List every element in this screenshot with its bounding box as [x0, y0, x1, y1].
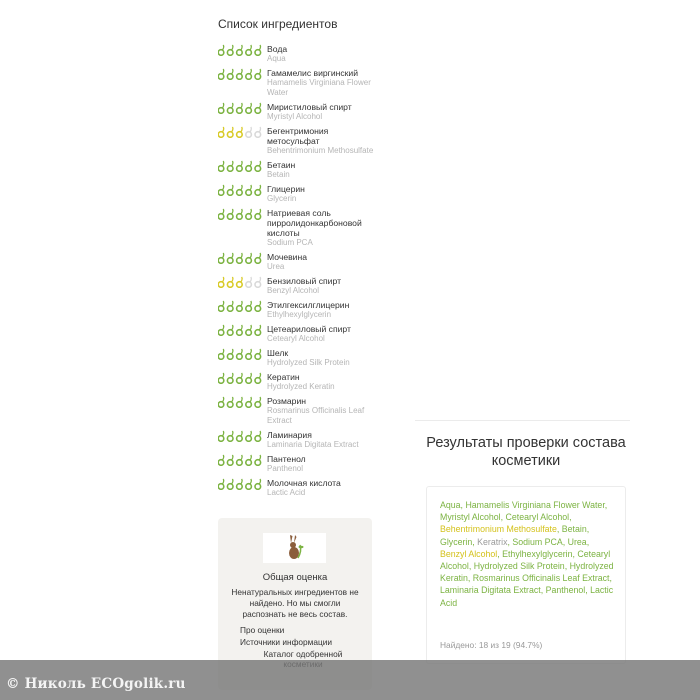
ingredient-name-latin: Hamamelis Virginiana Flower Water — [267, 78, 371, 97]
ingredient-name-latin: Hydrolyzed Keratin — [267, 382, 335, 391]
ingredient-name-latin: Lactic Acid — [267, 488, 306, 497]
ingredient-name-ru: Пантенол — [267, 454, 306, 464]
ingredient-name-ru: Вода — [267, 44, 288, 54]
ingredient-row — [218, 276, 383, 300]
result-ingredient: Myristyl Alcohol — [440, 512, 501, 523]
about-ratings-link[interactable]: Про оценки — [240, 625, 285, 635]
ingredient-name-latin: Betain — [267, 170, 290, 179]
rating-drops-icon — [218, 252, 266, 264]
ingredient-name-ru: Миристиловый спирт — [267, 102, 352, 112]
overall-text: Ненатуральных ингредиентов не найдено. Но мы смогли распознать не весь состав. — [231, 587, 359, 619]
divider — [415, 420, 630, 421]
rating-drops-icon — [218, 160, 266, 172]
sources-link[interactable]: Источники информации — [240, 637, 332, 647]
ingredient-row — [218, 348, 383, 372]
ingredient-name-ru: Розмарин — [267, 396, 306, 406]
ingredient-name-latin: Laminaria Digitata Extract — [267, 440, 359, 449]
rating-drops-icon — [218, 454, 266, 466]
result-ingredient: Cetearyl Alcohol — [440, 548, 611, 572]
rating-drops-icon — [218, 396, 266, 408]
rating-drops-icon — [218, 126, 266, 138]
rating-drops-icon — [218, 44, 266, 56]
result-ingredient: Lactic Acid — [440, 585, 614, 608]
result-ingredient: Cetearyl Alcohol — [505, 512, 570, 523]
ingredient-row — [218, 454, 383, 478]
ingredient-row — [218, 160, 383, 184]
ingredient-name-ru: Бетаин — [267, 160, 296, 170]
ingredient-name-ru: Натриевая соль пирролидонкарбоновой кислоты — [267, 208, 362, 238]
ingredient-name-ru: Гамамелис виргинский — [267, 68, 359, 78]
rabbit-logo — [263, 533, 326, 563]
ingredient-name-latin: Sodium PCA — [267, 238, 313, 247]
ingredient-name-ru: Мочевина — [267, 252, 307, 262]
result-ingredient: Hamamelis Virginiana Flower Water — [465, 500, 605, 510]
ingredient-name-latin: Myristyl Alcohol — [267, 112, 323, 121]
ingredient-name-ru: Ламинария — [267, 430, 312, 440]
rating-drops-icon — [218, 372, 266, 384]
ingredient-name-ru: Этилгексилглицерин — [267, 300, 350, 310]
ingredient-name-latin: Rosmarinus Officinalis Leaf Extract — [267, 406, 365, 425]
catalog-link[interactable]: Каталог одобренной — [263, 649, 343, 659]
rating-drops-icon — [218, 478, 266, 490]
result-ingredient: Benzyl Alcohol — [440, 548, 498, 559]
ingredient-name-latin: Panthenol — [267, 464, 304, 473]
result-ingredient: Ethylhexylglycerin — [502, 548, 573, 559]
ingredient-name-ru: Бензиловый спирт — [267, 276, 342, 286]
ingredient-name-ru: Глицерин — [267, 184, 305, 194]
ingredient-name-ru: Цетеариловый спирт — [267, 324, 351, 334]
ingredient-name-ru: Кератин — [267, 372, 300, 382]
ingredient-name-latin: Ethylhexylglycerin — [267, 310, 332, 319]
ingredient-name-latin: Cetearyl Alcohol — [267, 334, 325, 343]
result-ingredient: Hydrolyzed Keratin — [440, 561, 614, 584]
ingredient-row — [218, 300, 383, 324]
result-ingredient: Sodium PCA — [512, 536, 563, 547]
results-ingredient-list: Aqua, Hamamelis Virginiana Flower Water, Myristyl Alcohol, Cetearyl Alcohol, Behentrimonium Methosulfate, Betain, Glycerin, Keratrix, Sodium PCA, Urea, Benzyl Alcohol, Ethylhexylglycerin, Cetearyl Alcohol, Hydrolyzed Silk Protein, Hydrolyzed Keratin, Rosmarinus Officinalis Leaf Extract, Laminaria Digitata Extract, Panthenol, Lactic Acid — [440, 500, 614, 608]
result-ingredient: Glycerin — [440, 536, 473, 547]
results-box — [426, 486, 626, 664]
ingredient-row — [218, 372, 383, 396]
ingredient-name-latin: Glycerin — [267, 194, 297, 203]
rating-drops-icon — [218, 348, 266, 360]
rating-drops-icon — [218, 276, 266, 288]
ingredient-row — [218, 68, 383, 102]
result-ingredient: Behentrimonium Methosulfate — [440, 524, 557, 535]
overall-title: Общая оценка — [262, 572, 328, 583]
ingredient-row — [218, 430, 383, 454]
rating-drops-icon — [218, 68, 266, 80]
ingredient-name-ru: Бегентримония метосульфат — [267, 126, 329, 146]
result-ingredient: Betain — [561, 524, 587, 535]
ingredient-name-latin: Aqua — [267, 54, 286, 63]
ingredient-name-latin: Benzyl Alcohol — [267, 286, 320, 295]
ingredient-row — [218, 184, 383, 208]
ingredient-row — [218, 396, 383, 430]
ingredient-row — [218, 252, 383, 276]
ingredient-name-latin: Behentrimonium Methosulfate — [267, 146, 374, 155]
result-ingredient: Rosmarinus Officinalis Leaf Extract — [472, 573, 610, 584]
rating-drops-icon — [218, 184, 266, 196]
rating-drops-icon — [218, 324, 266, 336]
ingredients-title: Список ингредиентов — [218, 17, 338, 31]
result-ingredient: Hydrolyzed Silk Protein — [473, 561, 565, 572]
ingredient-list — [218, 44, 383, 502]
ingredient-name-ru: Молочная кислота — [267, 478, 341, 488]
ingredient-row — [218, 126, 383, 160]
rating-drops-icon — [218, 102, 266, 114]
ingredient-row — [218, 324, 383, 348]
ingredient-name-latin: Urea — [267, 262, 285, 271]
rating-drops-icon — [218, 208, 266, 220]
ingredient-row — [218, 102, 383, 126]
watermark: © Николь ECOgolik.ru — [6, 676, 186, 692]
results-title: Результаты проверки состава косметики — [426, 435, 626, 469]
rating-drops-icon — [218, 300, 266, 312]
ingredient-name-latin: Hydrolyzed Silk Protein — [267, 358, 350, 367]
result-ingredient: Aqua — [440, 500, 461, 510]
ingredient-row — [218, 208, 383, 252]
ingredient-row — [218, 478, 383, 502]
ingredient-row — [218, 44, 383, 68]
result-ingredient: Urea — [567, 536, 587, 547]
found-count: Найдено: 18 из 19 (94.7%) — [440, 640, 543, 650]
rating-drops-icon — [218, 430, 266, 442]
result-ingredient: Panthenol — [545, 585, 586, 596]
result-ingredient: Laminaria Digitata Extract — [440, 585, 541, 596]
result-ingredient: Keratrix — [477, 536, 508, 547]
ingredient-name-ru: Шелк — [267, 348, 289, 358]
